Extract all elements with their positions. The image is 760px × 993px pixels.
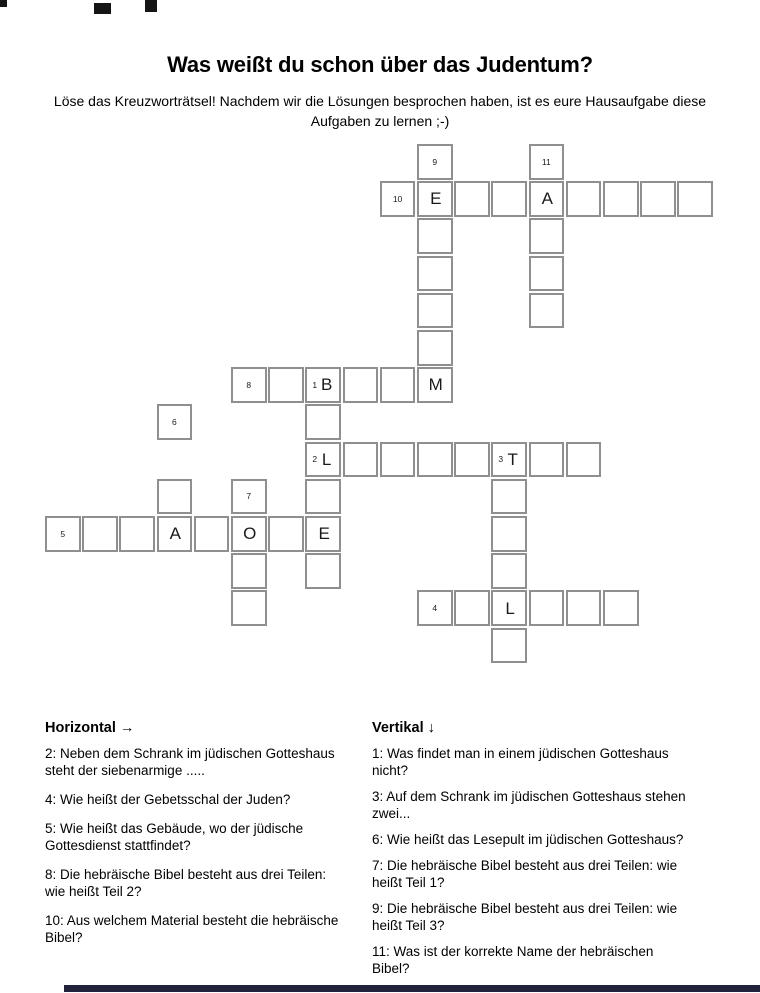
crossword-cell[interactable] bbox=[157, 479, 193, 515]
crossword-cell[interactable] bbox=[491, 628, 527, 664]
crossword-cell[interactable] bbox=[343, 442, 379, 478]
crossword-cell[interactable] bbox=[529, 590, 565, 626]
crossword-cell[interactable] bbox=[603, 181, 639, 217]
crossword-cell[interactable] bbox=[380, 181, 416, 217]
clue-line: wie heißt Teil 2? bbox=[45, 884, 142, 899]
crossword-cell[interactable] bbox=[491, 516, 527, 552]
crossword-cell-number: 11 bbox=[541, 156, 551, 167]
crossword-cell[interactable] bbox=[157, 404, 193, 440]
clue-horizontal-8 bbox=[45, 866, 377, 900]
crossword-cell[interactable] bbox=[417, 590, 453, 626]
clues-horizontal-section bbox=[45, 719, 377, 958]
clue-line: heißt Teil 3? bbox=[372, 918, 445, 933]
crossword-cell[interactable] bbox=[231, 516, 267, 552]
crossword-cell[interactable] bbox=[417, 144, 453, 180]
clue-line: 2: Neben dem Schrank im jüdischen Gotteshaus bbox=[45, 746, 335, 761]
crossword-cell[interactable] bbox=[305, 367, 341, 403]
footer-bar bbox=[64, 985, 760, 992]
clue-vertical-11 bbox=[372, 943, 724, 977]
crossword-cell[interactable] bbox=[157, 516, 193, 552]
clue-vertical-3 bbox=[372, 788, 724, 822]
crossword-cell-letter: M bbox=[428, 375, 443, 395]
clue-line: 6: Wie heißt das Lesepult im jüdischen Gotteshaus? bbox=[372, 832, 684, 847]
crossword-cell[interactable] bbox=[566, 181, 602, 217]
crossword-cell[interactable] bbox=[380, 442, 416, 478]
crossword-cell[interactable] bbox=[268, 367, 304, 403]
crossword-cell[interactable] bbox=[529, 144, 565, 180]
crossword-cell[interactable] bbox=[529, 256, 565, 292]
clue-vertical-7 bbox=[372, 857, 724, 891]
clue-vertical-9 bbox=[372, 900, 724, 934]
clues-vertical-header: Vertikal ↓ bbox=[372, 720, 435, 736]
crossword-cell[interactable] bbox=[566, 442, 602, 478]
crossword-cell[interactable] bbox=[417, 367, 453, 403]
clue-line: nicht? bbox=[372, 763, 409, 778]
crossword-cell-letter: E bbox=[318, 524, 330, 544]
crossword-cell[interactable] bbox=[343, 367, 379, 403]
crossword-cell-number: 6 bbox=[171, 416, 177, 427]
crossword-cell-letter: A bbox=[541, 189, 554, 209]
crossword-cell[interactable] bbox=[454, 442, 490, 478]
crossword-cell-letter: B bbox=[320, 375, 333, 395]
clue-line: heißt Teil 1? bbox=[372, 875, 445, 890]
clue-line: 9: Die hebräische Bibel besteht aus drei Teilen: wie bbox=[372, 901, 678, 916]
crossword-cell[interactable] bbox=[529, 293, 565, 329]
crossword-cell-number: 4 bbox=[432, 602, 438, 613]
clue-line: 8: Die hebräische Bibel besteht aus drei Teilen: bbox=[45, 867, 327, 882]
crossword-cell[interactable] bbox=[417, 442, 453, 478]
clue-horizontal-10 bbox=[45, 912, 377, 946]
crossword-cell-number: 2 bbox=[312, 454, 318, 465]
crossword-cell[interactable] bbox=[82, 516, 118, 552]
crossword-cell-letter: O bbox=[243, 524, 257, 544]
clue-line: 7: Die hebräische Bibel besteht aus drei Teilen: wie bbox=[372, 858, 678, 873]
crossword-cell[interactable] bbox=[305, 442, 341, 478]
clue-line: Bibel? bbox=[372, 961, 410, 976]
scan-artifact-mark bbox=[94, 3, 111, 14]
clue-horizontal-5 bbox=[45, 820, 377, 854]
crossword-cell[interactable] bbox=[529, 181, 565, 217]
crossword-cell-letter: E bbox=[430, 189, 442, 209]
clue-line: 5: Wie heißt das Gebäude, wo der jüdische bbox=[45, 821, 304, 836]
crossword-cell[interactable] bbox=[417, 293, 453, 329]
crossword-cell[interactable] bbox=[491, 553, 527, 589]
clue-line: 1: Was findet man in einem jüdischen Gotteshaus bbox=[372, 746, 669, 761]
clue-horizontal-2 bbox=[45, 745, 377, 779]
crossword-cell[interactable] bbox=[417, 256, 453, 292]
crossword-cell[interactable] bbox=[417, 218, 453, 254]
scan-artifact-mark bbox=[0, 0, 7, 7]
crossword-cell-number: 9 bbox=[432, 156, 438, 167]
crossword-cell[interactable] bbox=[194, 516, 230, 552]
clue-line: 4: Wie heißt der Gebetsschal der Juden? bbox=[45, 792, 291, 807]
subtitle-line: Löse das Kreuzworträtsel! Nachdem wir die Lösungen besprochen haben, ist es eure Hausaufgabe diese bbox=[53, 93, 707, 109]
clue-vertical-1 bbox=[372, 745, 724, 779]
subtitle-line: Aufgaben zu lernen ;-) bbox=[310, 113, 450, 129]
crossword-cell[interactable] bbox=[305, 516, 341, 552]
crossword-cell[interactable] bbox=[491, 590, 527, 626]
scan-artifact-mark bbox=[145, 0, 157, 12]
clues-horizontal-header: Horizontal → bbox=[45, 720, 135, 736]
crossword-cell-letter: T bbox=[507, 449, 518, 469]
page-subtitle bbox=[30, 91, 730, 131]
crossword-cell-number: 8 bbox=[246, 379, 252, 390]
crossword-cell[interactable] bbox=[231, 479, 267, 515]
crossword-cell[interactable] bbox=[380, 367, 416, 403]
crossword-cell[interactable] bbox=[454, 181, 490, 217]
page-title: Was weißt du schon über das Judentum? bbox=[167, 52, 593, 77]
crossword-cell[interactable] bbox=[491, 181, 527, 217]
crossword-cell[interactable] bbox=[491, 479, 527, 515]
crossword-cell[interactable] bbox=[640, 181, 676, 217]
crossword-cell-number: 3 bbox=[498, 454, 504, 465]
clue-horizontal-4 bbox=[45, 791, 377, 808]
crossword-cell[interactable] bbox=[454, 590, 490, 626]
clue-vertical-6 bbox=[372, 831, 724, 848]
clue-line: Bibel? bbox=[45, 930, 83, 945]
crossword-cell[interactable] bbox=[529, 218, 565, 254]
clue-line: 3: Auf dem Schrank im jüdischen Gotteshaus stehen bbox=[372, 789, 686, 804]
crossword-cell[interactable] bbox=[603, 590, 639, 626]
crossword-cell[interactable] bbox=[119, 516, 155, 552]
crossword-cell-letter: L bbox=[505, 598, 515, 618]
crossword-cell[interactable] bbox=[417, 181, 453, 217]
crossword-cell[interactable] bbox=[231, 367, 267, 403]
crossword-cell-letter: A bbox=[169, 524, 182, 544]
crossword-cell[interactable] bbox=[305, 553, 341, 589]
crossword-cell-number: 5 bbox=[60, 528, 66, 539]
crossword-cell[interactable] bbox=[417, 330, 453, 366]
crossword-cell-letter: L bbox=[321, 449, 332, 469]
crossword-cell[interactable] bbox=[305, 404, 341, 440]
crossword-cell[interactable] bbox=[231, 553, 267, 589]
clue-line: 10: Aus welchem Material besteht die hebräische bbox=[45, 913, 339, 928]
clue-line: zwei... bbox=[372, 806, 411, 821]
crossword-cell[interactable] bbox=[491, 442, 527, 478]
clue-line: Gottesdienst stattfindet? bbox=[45, 838, 191, 853]
crossword-cell-number: 10 bbox=[392, 193, 403, 204]
crossword-cell[interactable] bbox=[268, 516, 304, 552]
clues-vertical-section bbox=[372, 719, 724, 986]
crossword-cell[interactable] bbox=[305, 479, 341, 515]
crossword-cell[interactable] bbox=[677, 181, 713, 217]
crossword-cell[interactable] bbox=[529, 442, 565, 478]
crossword-cell-number: 1 bbox=[312, 379, 318, 390]
crossword-cell[interactable] bbox=[45, 516, 81, 552]
crossword-cell[interactable] bbox=[566, 590, 602, 626]
clue-line: 11: Was ist der korrekte Name der hebräischen bbox=[372, 944, 654, 959]
clue-line: steht der siebenarmige ..... bbox=[45, 763, 205, 778]
crossword-cell[interactable] bbox=[231, 590, 267, 626]
crossword-cell-number: 7 bbox=[246, 491, 252, 502]
